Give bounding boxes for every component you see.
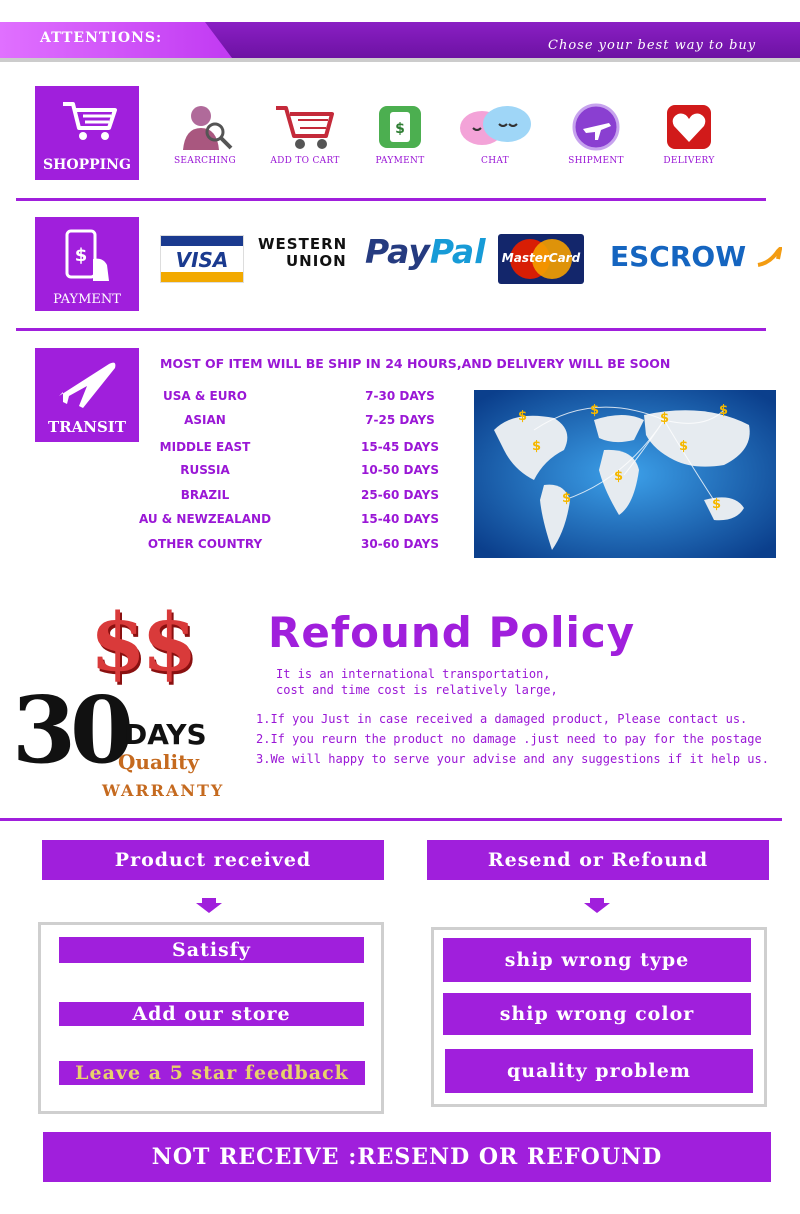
shopping-tile (35, 86, 139, 180)
days-word: DAYS (124, 718, 207, 751)
step-label: ADD TO CART (270, 156, 340, 166)
not-receive-banner: NOT RECEIVE :RESEND OR REFOUND (43, 1132, 771, 1182)
satisfy-item: Satisfy (59, 937, 364, 963)
payment-tile (35, 217, 139, 311)
refund-title: Refound Policy (268, 608, 636, 657)
heart-icon (664, 102, 714, 152)
add-store-item: Add our store (59, 1002, 364, 1026)
transit-notice: MOST OF ITEM WILL BE SHIP IN 24 HOURS,AND DELIVERY WILL BE SOON (160, 356, 671, 371)
step-label: SHIPMENT (568, 156, 624, 166)
step-payment (357, 102, 443, 166)
world-map-image (474, 390, 776, 558)
chat-bubbles-icon (455, 102, 535, 152)
svg-text:$: $ (395, 121, 405, 137)
feedback-item: Leave a 5 star feedback (59, 1061, 365, 1085)
svg-text:$: $ (712, 497, 722, 512)
transit-region: MIDDLE EAST (159, 440, 251, 454)
visa-text: VISA (175, 248, 229, 272)
transit-tile-label: TRANSIT (48, 418, 126, 436)
western-union-line2: UNION (286, 252, 347, 270)
refund-intro-1: It is an international transportation, (276, 667, 551, 681)
svg-text:$: $ (614, 469, 624, 484)
search-person-icon (175, 102, 235, 152)
cart-icon (272, 102, 338, 152)
refund-rule: 3.We will happy to serve your advise and any suggestions if it help us. (256, 752, 769, 766)
svg-text:$: $ (532, 439, 542, 454)
step-label: PAYMENT (375, 156, 425, 166)
step-searching (162, 102, 248, 166)
paypal-logo (365, 232, 486, 271)
visa-logo (160, 235, 244, 283)
days-number: 30 (12, 676, 129, 784)
paypal-pay: Pay (365, 232, 430, 271)
escrow-swoosh-icon (756, 247, 782, 269)
svg-text:$: $ (679, 439, 689, 454)
arrow-down-icon (584, 903, 610, 913)
payment-phone-icon (63, 229, 115, 285)
transit-region: RUSSIA (180, 463, 230, 477)
refund-rule: 1.If you Just in case received a damaged product, Please contact us. (256, 712, 748, 726)
header-slogan: Chose your best way to buy (548, 38, 757, 53)
wrong-color-item: ship wrong color (443, 993, 751, 1035)
svg-text:$: $ (590, 403, 600, 418)
arrow-down-icon (196, 903, 222, 913)
wrong-type-item: ship wrong type (443, 938, 751, 982)
transit-region: BRAZIL (180, 488, 230, 502)
step-chat (452, 102, 538, 166)
svg-text:$: $ (74, 245, 88, 266)
svg-text:$: $ (518, 409, 528, 424)
western-union-logo (258, 236, 354, 270)
step-label: DELIVERY (663, 156, 715, 166)
warranty-text: WARRANTY (102, 781, 225, 800)
dollar-signs: $$ (90, 595, 194, 689)
transit-region: OTHER COUNTRY (147, 537, 263, 551)
airplane-icon (571, 102, 621, 152)
svg-text:$: $ (719, 403, 729, 418)
transit-region: ASIAN (184, 413, 226, 427)
quality-text: Quality (118, 750, 199, 774)
header-title: ATTENTIONS: (40, 30, 163, 46)
transit-days: 7-25 DAYS (365, 413, 435, 427)
transit-days: 7-30 DAYS (365, 389, 435, 403)
transit-days: 15-40 DAYS (361, 512, 439, 526)
transit-region: AU & NEWZEALAND (138, 512, 272, 526)
resend-refound-header: Resend or Refound (427, 840, 769, 880)
transit-region: USA & EURO (163, 389, 247, 403)
transit-days: 30-60 DAYS (361, 537, 439, 551)
western-union-line1: WESTERN (258, 235, 348, 253)
svg-text:$: $ (660, 411, 670, 426)
escrow-text: ESCROW (610, 240, 747, 273)
step-delivery (646, 102, 732, 166)
refund-rule: 2.If you reurn the product no damage .just need to pay for the postage (256, 732, 762, 746)
step-add-to-cart (262, 102, 348, 166)
transit-days: 10-50 DAYS (361, 463, 439, 477)
transit-days: 25-60 DAYS (361, 488, 439, 502)
phone-payment-icon (375, 102, 425, 152)
paypal-pal: Pal (429, 232, 486, 271)
payment-tile-label: PAYMENT (53, 292, 121, 307)
shopping-tile-label: SHOPPING (43, 157, 131, 173)
step-label: CHAT (481, 156, 509, 166)
shopping-cart-icon (61, 100, 119, 142)
quality-problem-item: quality problem (445, 1049, 753, 1093)
transit-tile (35, 348, 139, 442)
step-shipment (553, 102, 639, 166)
section-divider (16, 328, 766, 331)
transit-days: 15-45 DAYS (361, 440, 439, 454)
product-received-header: Product received (42, 840, 384, 880)
step-label: SEARCHING (173, 156, 237, 166)
header-underline (0, 58, 800, 62)
mastercard-logo (498, 234, 584, 284)
section-divider (16, 198, 766, 201)
refund-intro-2: cost and time cost is relatively large, (276, 683, 558, 697)
mastercard-text: MasterCard (501, 251, 581, 265)
transit-airplane-icon (53, 356, 121, 412)
svg-text:$: $ (562, 491, 572, 506)
escrow-logo (610, 240, 782, 273)
section-divider (0, 818, 782, 821)
